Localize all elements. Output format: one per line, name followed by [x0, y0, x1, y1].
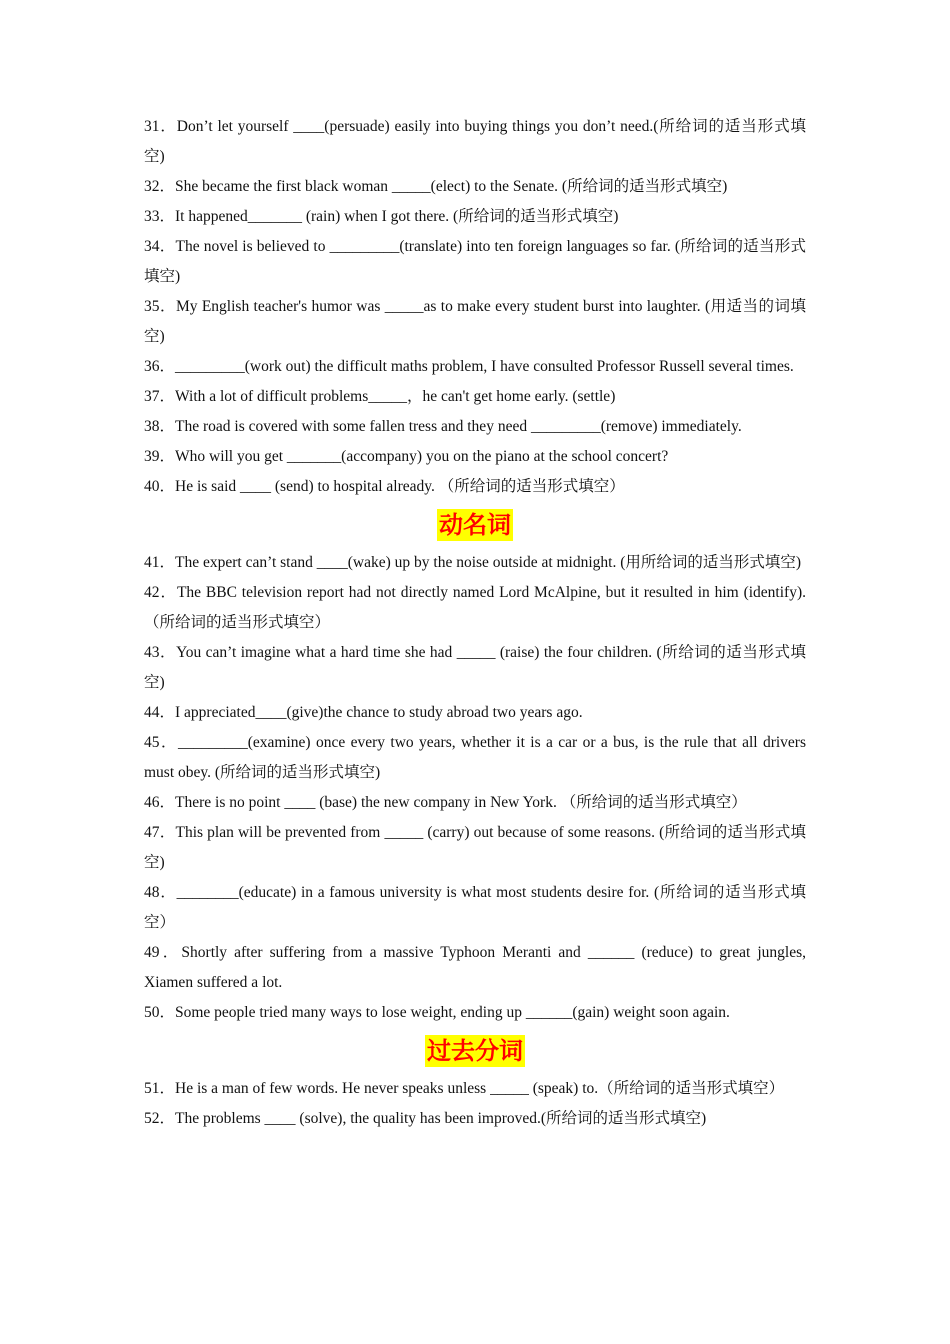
question-49: 49．Shortly after suffering from a massive Typhoon Meranti and ______ (reduce) to great jungles, Xiamen suffered a lot.	[144, 944, 806, 991]
section-heading-gerund-wrap	[144, 502, 806, 548]
question-32: 32．She became the first black woman _____(elect) to the Senate. (所给词的适当形式填空)	[144, 178, 728, 195]
question-38: 38．The road is covered with some fallen tress and they need _________(remove) immediately.	[144, 418, 742, 435]
question-36: 36．_________(work out) the difficult maths problem, I have consulted Professor Russell several times.	[144, 358, 794, 375]
question-37: 37．With a lot of difficult problems_____，he can't get home early. (settle)	[144, 388, 616, 405]
question-43: 43．You can’t imagine what a hard time she had _____ (raise) the four children. (所给词的适当形式填空)	[144, 644, 806, 691]
section-heading-past-participle: 过去分词	[427, 1037, 523, 1066]
question-46: 46．There is no point ____ (base) the new company in New York. （所给词的适当形式填空）	[144, 794, 747, 811]
question-52: 52．The problems ____ (solve), the quality has been improved.(所给词的适当形式填空)	[144, 1110, 707, 1127]
question-40: 40．He is said ____ (send) to hospital already. （所给词的适当形式填空）	[144, 478, 625, 495]
question-50: 50．Some people tried many ways to lose weight, ending up ______(gain) weight soon again.	[144, 1004, 730, 1021]
section-heading-past-participle-wrap	[144, 1028, 806, 1074]
question-51: 51．He is a man of few words. He never speaks unless _____ (speak) to.（所给词的适当形式填空）	[144, 1080, 785, 1097]
section-heading-gerund: 动名词	[439, 511, 511, 540]
question-47: 47．This plan will be prevented from _____ (carry) out because of some reasons. (所给词的适当形式填空)	[144, 824, 806, 871]
question-42: 42．The BBC television report had not directly named Lord McAlpine, but it resulted in him (identify). （所给词的适当形式填空）	[144, 584, 806, 631]
question-39: 39．Who will you get _______(accompany) you on the piano at the school concert?	[144, 448, 669, 465]
question-41: 41．The expert can’t stand ____(wake) up by the noise outside at midnight. (用所给词的适当形式填空)	[144, 554, 802, 571]
question-44: 44．I appreciated____(give)the chance to study abroad two years ago.	[144, 704, 583, 721]
question-33: 33．It happened_______ (rain) when I got there. (所给词的适当形式填空)	[144, 208, 619, 225]
question-34: 34．The novel is believed to _________(translate) into ten foreign languages so far. (所给词的适当形式填空)	[144, 238, 806, 285]
question-35: 35．My English teacher's humor was _____as to make every student burst into laughter. (用适当的词填空)	[144, 298, 806, 345]
question-31: 31．Don’t let yourself ____(persuade) easily into buying things you don’t need.(所给词的适当形式填空)	[144, 118, 806, 165]
document-page	[144, 112, 806, 1134]
question-45: 45．_________(examine) once every two years, whether it is a car or a bus, is the rule that all drivers must obey. (所给词的适当形式填空)	[144, 734, 806, 781]
question-48: 48．________(educate) in a famous university is what most students desire for. (所给词的适当形式填空）	[144, 884, 806, 931]
